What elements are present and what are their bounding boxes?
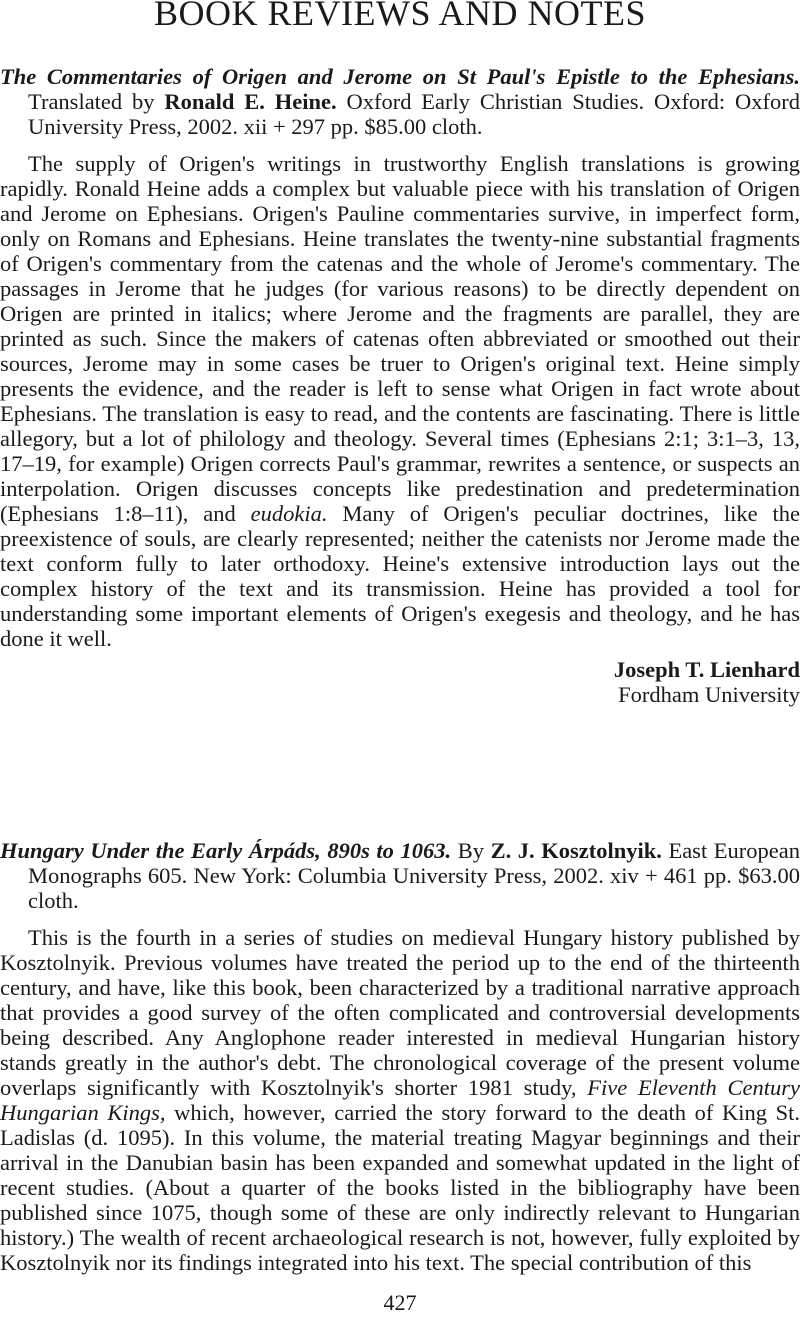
book-title: The Commentaries of Origen and Jerome on St Paul's Epistle to the Ephesians. bbox=[0, 64, 800, 89]
review-body-part: Many of Origen's peculiar doctrines, like the preexistence of souls, are clearly represented; neither the catenists nor Jerome made the text conform fully to later orthodoxy. Heine's extensive introduction lays out the complex history of the text and its transmission. Heine has provided a tool for understanding some important elements of Origen's exegesis and theology, and he has done it well. bbox=[0, 501, 800, 651]
reviewer-affiliation: Fordham University bbox=[618, 682, 800, 707]
reviewer-signature bbox=[0, 657, 800, 707]
review-body-part: which, however, carried the story forward to the death of King St. Ladislas (d. 1095). In this volume, the material treating Magyar beginnings and their arrival in the Danubian basin has been expanded and somewhat updated in the light of recent studies. (About a quarter of the books listed in the bibliography have been published since 1075, though some of these are only indirectly relevant to Hungarian history.) The wealth of recent archaeological research is not, however, fully exploited by Kosztolnyik nor its findings integrated into his text. The special contribution of this bbox=[0, 1100, 800, 1275]
book-author: Z. J. Kosztolnyik. bbox=[490, 838, 662, 863]
citation-connector: By bbox=[451, 838, 491, 863]
book-title: Hungary Under the Early Árpáds, 890s to 1063. bbox=[0, 838, 452, 863]
review-citation bbox=[0, 64, 800, 139]
review-origen-jerome bbox=[0, 64, 800, 707]
review-citation bbox=[0, 838, 800, 913]
review-hungary-arpads bbox=[0, 838, 800, 1275]
publication-details: East European Monographs 605. New York: Columbia University Press, 2002. xiv + 461 pp. $63.00 cloth. bbox=[28, 838, 800, 913]
page-number: 427 bbox=[383, 1290, 417, 1315]
publication-details: Oxford Early Christian Studies. Oxford: Oxford University Press, 2002. xii + 297 pp. $85.00 cloth. bbox=[28, 89, 800, 139]
review-body-part: This is the fourth in a series of studies on medieval Hungary history published by Kosztolnyik. Previous volumes have treated the period up to the end of the thirteenth century, and have, like this book, been characterized by a traditional narrative approach that provides a good survey of the often complicated and controversial developments being described. Any Anglophone reader interested in medieval Hungarian history stands greatly in the author's debt. The chronological coverage of the present volume overlaps significantly with Kosztolnyik's shorter 1981 study, bbox=[0, 925, 800, 1100]
review-body-italic: eudokia. bbox=[250, 501, 328, 526]
review-body bbox=[0, 925, 800, 1275]
review-body-italic: Five Eleventh Century Hungarian Kings, bbox=[0, 1075, 800, 1125]
section-header: BOOK REVIEWS AND NOTES bbox=[154, 0, 646, 33]
book-author: Ronald E. Heine. bbox=[164, 89, 337, 114]
review-body bbox=[0, 151, 800, 651]
reviewer-name: Joseph T. Lienhard bbox=[613, 657, 800, 682]
review-body-part: The supply of Origen's writings in trustworthy English translations is growing rapidly. Ronald Heine adds a complex but valuable piece with his translation of Origen and Jerome on Ephesians. Origen's Pauline commentaries survive, in imperfect form, only on Romans and Ephesians. Heine translates the twenty-nine substantial fragments of Origen's commentary from the catenas and the whole of Jerome's commentary. The passages in Jerome that he judges (for various reasons) to be directly dependent on Origen are printed in italics; where Jerome and the fragments are parallel, they are printed as such. Since the makers of catenas often abbreviated or smoothed out their sources, Jerome may in some cases be truer to Origen's original text. Heine simply presents the evidence, and the reader is left to sense what Origen in fact wrote about Ephesians. The translation is easy to read, and the contents are fascinating. There is little allegory, but a lot of philology and theology. Several times (Ephesians 2:1; 3:1–3, 13, 17–19, for example) Origen corrects Paul's grammar, rewrites a sentence, or suspects an interpolation. Origen discusses concepts like predestination and predetermination (Ephesians 1:8–11), and bbox=[0, 151, 800, 526]
citation-connector: Translated by bbox=[28, 89, 165, 114]
